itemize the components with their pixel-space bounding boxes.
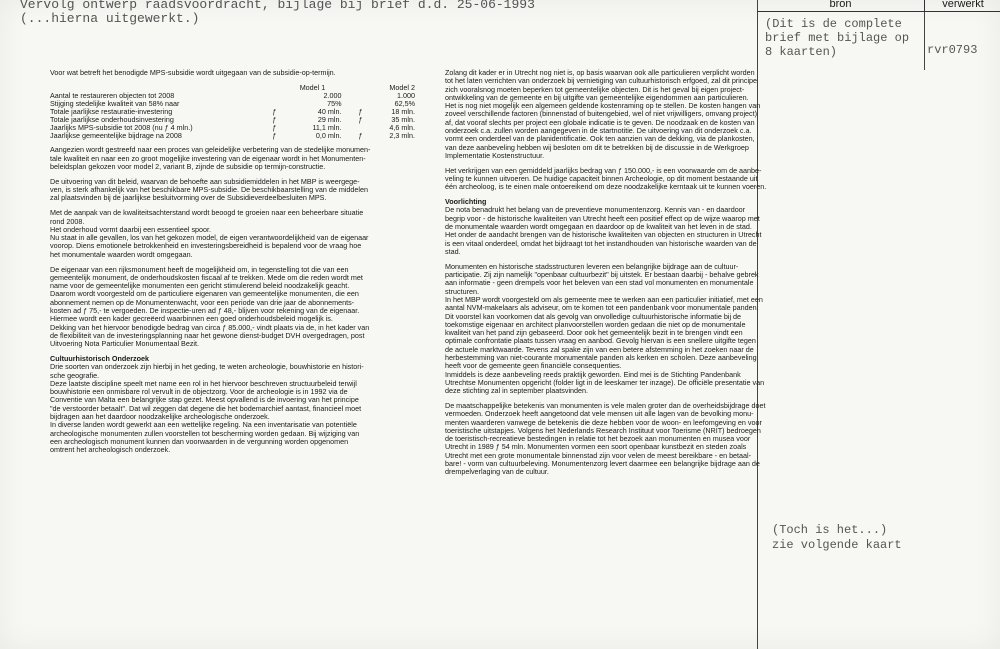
text-line: De eigenaar van een rijksmonument heeft de mogelijkheid om, in tegenstelling tot die van een	[50, 264, 349, 274]
text-line: één archeoloog, is te einen male ontoereikend om deze noodzakelijke kerntaak uit te kunnen voeren.	[445, 182, 767, 192]
text-line: Zolang dit kader er in Utrecht nog niet is, op basis waarvan ook alle particulieren verplicht worden	[445, 68, 755, 77]
text-line: is een vitaal onderdeel, omdat het bijdraagt tot het instandhouden van historische waarden van de	[445, 238, 757, 248]
text-line: bare! - vorm van cultuurbeleving. Monumentenzorg levert daarmee een belangrijke bijdrage aan de	[445, 459, 760, 469]
column-header-verwerkt: verwerkt	[924, 0, 1000, 11]
table-header-model-1: Model 1	[299, 82, 326, 92]
text-line: De nota benadrukt het belang van de preventieve monumentenzorg. Kennis van - en daardoor	[445, 205, 746, 215]
section-title-voorlichting: Voorlichting	[445, 197, 487, 207]
table-cell-c2: ƒ	[358, 115, 363, 125]
table-cell-v2: 1.000	[397, 90, 415, 100]
text-line: Het verkrijgen van een gemiddeld jaarlijks bedrag van ƒ 150.000,- is een voorwaarde om de aanbe-	[445, 165, 762, 175]
table-cell-v1: 40 mln.	[317, 107, 342, 117]
text-line: Monumenten en historische stadsstructuren leveren een belangrijke bijdrage aan de cultuur-	[445, 261, 739, 271]
text-line: deze stichting zal in september plaatsvinden.	[445, 386, 589, 396]
text-line: Utrechtse Monumenten opgericht (folder ligt in de leeskamer ter inzage). De officiële presentatie van	[445, 377, 765, 387]
text-line: de flexibiliteit van de investeringsplanning naar het gewone dienst-budget DVH overgedragen, post	[50, 330, 365, 340]
typed-header-line-1: Vervolg ontwerp raadsvoordracht, bijlage bij brief d.d. 25-06-1993	[20, 0, 535, 12]
table-cell-v1: 11,1 mln.	[312, 123, 342, 133]
text-line: Inmiddels is deze aanbeveling reeds praktijk geworden. Eind mei is de Stichting Pandenbank	[445, 369, 741, 379]
text-line: Conventie van Malta een belangrijke stap gezet. Meest opvallend is de invoering van het principe	[50, 395, 359, 405]
table-cell-v1: 29 mln.	[317, 115, 342, 125]
text-line: Met de aanpak van de kwaliteitsachterstand wordt beoogd te groeien naar een beheerbare situatie	[50, 208, 364, 218]
text-line: structuren.	[445, 286, 479, 296]
table-row	[50, 132, 415, 140]
text-line: beleidsplan gekozen voor model 2, variant B, zijnde de subsidie op termijn-constructie.	[50, 162, 326, 172]
text-line: Uitvoering Nota Particulier Monumentaal Bezit.	[50, 339, 200, 349]
text-line: ontwikkeling van de gemeente en bij uitgifte van gemeentelijke eigendommen aan particulieren.	[445, 92, 749, 102]
text-line: de toeristisch-recreatieve bestedingen in relatie tot het bezoek aan monumenten en musea voor	[445, 434, 751, 444]
text-line: af, dat vooraf slechts per project een globale indicatie is te geven. De noodzaak en de kosten van	[445, 117, 755, 127]
text-line: toekomstige eigenaar en architect planvoorstellen worden gedaan die niet op de monumentale	[445, 319, 746, 329]
paragraph	[445, 167, 810, 192]
text-line: tale kwaliteit en naar een zo groot mogelijke investering van de eigenaar wordt in het Monumenten-	[50, 153, 366, 163]
text-line: De uitvoering van dit beleid, waarvan de behoefte aan subsidiemiddelen in het MBP is weergege-	[50, 176, 360, 186]
bron-note-line: brief met bijlage op	[765, 31, 910, 45]
footer-note-line: zie volgende kaart	[772, 538, 902, 552]
section-title-cultuurhistorisch: Cultuurhistorisch Onderzoek	[50, 353, 150, 363]
text-line: Het is nog niet mogelijk een algemeen geldende kostenraming op te stellen. De kosten hangen van	[445, 101, 761, 111]
text-line: begrip voor - de historische kwaliteiten van Utrecht heeft een positief effect op de wijze waarop met	[445, 213, 760, 223]
table-body	[50, 92, 415, 141]
column-header-bron: bron	[829, 0, 852, 10]
paragraph	[445, 263, 810, 396]
paragraph	[50, 178, 415, 203]
text-line: optimale confrontatie plaats tussen vraag en aanbod. Gevolg hiervan is een snellere uitgifte tegen	[445, 336, 756, 346]
text-line: Daarom wordt voorgesteld om de particuliere eigenaren van gemeentelijke monumenten, die een	[50, 289, 359, 299]
text-line: bouwhistorie een onmisbare rol vervult in de objectzorg. Voor de archeologie is in 1992 via de	[50, 387, 348, 397]
table-cell-label: Jaarlijkse gemeentelijke bijdrage na 2008	[50, 131, 182, 141]
text-line: gemeentelijk monument, de onderhoudskosten fiscaal af te trekken. Mede om die reden wordt met	[50, 272, 363, 282]
text-line: name voor de gemeentelijke monumenten een gericht stimulerend beleid noodzakelijk geacht.	[50, 281, 350, 291]
table-cell-c1: ƒ	[272, 107, 277, 117]
text-line: de actuele marktwaarde. Tevens zal spake zijn van een betere afstemming in het zoeken naar de	[445, 344, 754, 354]
paragraph	[445, 402, 810, 477]
paragraph	[445, 69, 810, 160]
text-line: zoveel verschillende factoren (binnenstad of buitengebied, wel of niet vrijwilligers, omvang project)	[445, 109, 758, 119]
footer-note	[772, 523, 902, 553]
text-line: aantal NVM-makelaars als adviseur, om te komen tot een pandenbank voor monumentale panden.	[445, 303, 759, 313]
bron-note-line: 8 kaarten)	[765, 45, 838, 59]
table-cell-label: Totale jaarlijkse restauratie-investering	[50, 107, 173, 117]
text-line: vermoeden. Onderzoek heeft aangetoond dat vele mensen uit alle lagen van de bevolking monu-	[445, 409, 754, 419]
verwerkt-code: rvr0793	[927, 43, 978, 57]
intro-paragraph: Voor wat betreft het benodigde MPS-subsidie wordt uitgegaan van de subsidie-op-termijn.	[50, 68, 336, 77]
table-cell-label: Totale jaarlijkse onderhoudsinvestering	[50, 115, 174, 125]
text-line: kwaliteit van het pand zijn gebaseerd. Door ook het gemeentelijk bezit in te brengen vindt een	[445, 328, 743, 338]
cultuurhistorisch-section	[50, 363, 415, 454]
text-line: De maatschappelijke betekenis van monumenten is vele malen groter dan de overheidsbijdrage doet	[445, 400, 766, 410]
text-line: abonnement nemen op de Monumentenwacht, voor een periode van drie jaar de abonnements-	[50, 297, 355, 307]
table-cell-label: Jaarlijks MPS-subsidie tot 2008 (nu ƒ 4 mln.)	[50, 123, 193, 133]
text-line: ven, is sterk afhankelijk van het beschikbare MPS-subsidie. De beschikbaarstelling van de middelen	[50, 185, 369, 195]
text-line: voorop. Diens emotionele betrokkenheid en investeringsbereidheid is bepalend voor de vraag hoe	[50, 241, 362, 251]
voorlichting-section	[445, 206, 810, 476]
text-line: stad.	[445, 246, 461, 256]
side-panel-header	[757, 0, 1000, 12]
table-header	[265, 84, 283, 92]
table-cell-v1: 2.000	[323, 90, 342, 100]
table-cell-c1: ƒ	[272, 123, 277, 133]
text-line: Hiermee wordt een kader gecreëerd waarbinnen een goed onderhoudsbeleid mogelijk is.	[50, 314, 333, 324]
text-line: aan informatie - geen drempels voor het beleven van een stad vol monumenten en monumentale	[445, 278, 754, 288]
text-line: Aangezien wordt gestreefd naar een proces van geleidelijke verbetering van de stedelijke monumen-	[50, 145, 371, 155]
text-line: Utrecht in 1989 ƒ 54 mln. Monumenten vormen een soort openbaar kunstbezit en steden zoals	[445, 442, 747, 452]
text-line: toeristische uitstapjes. Volgens het Nederlands Research Instituut voor Toerisme (NRIT) bedroegen	[445, 425, 761, 435]
right-column	[445, 69, 810, 483]
text-line: zich vooralsnog moeten beperken tot gemeentelijke objecten. Dit is het geval bij eigen project-	[445, 84, 745, 94]
text-line: kosten ad ƒ 75,- te vergoeden. De inspectie-uren ad ƒ 48,- blijven voor rekening van de eigenaar.	[50, 306, 360, 315]
text-line: sche geografie.	[50, 370, 100, 380]
text-line: omtrent het archeologisch onderzoek.	[50, 445, 171, 455]
text-line: Het onder de aandacht brengen van de historische kwaliteiten van objecten en structuren in Utrecht	[445, 230, 762, 240]
left-paragraphs	[50, 146, 415, 348]
text-line: Nu staat in alle gevallen, los van het gekozen model, de eigen verantwoordelijkheid van de eigenaar	[50, 233, 369, 243]
table-cell-c2: ƒ	[358, 131, 363, 141]
table-header-model-2: Model 2	[389, 82, 415, 92]
text-line: Dekking van het hiervoor benodigde bedrag van circa ƒ 85.000,- vindt plaats via de, in het kader van	[50, 322, 370, 332]
table-cell-v1: 75%	[327, 98, 342, 108]
text-line: Drie soorten van onderzoek zijn hierbij in het geding, te weten archeologie, bouwhistorie en histori-	[50, 362, 364, 372]
text-line: veling te kunnen uitvoeren. De huidige capaciteit binnen Archeologie, op dit moment bestaande uit	[445, 174, 758, 184]
text-line: een archeologisch monument kunnen dan voorwaarden in de vergunning worden opgenomen	[50, 436, 349, 446]
text-line: drempelverlaging van de cultuur.	[445, 467, 549, 477]
text-line: "de verstoorder betaalt". Dat wil zeggen dat degene die het bodemarchief aantast, financieel moet	[50, 403, 362, 413]
table-cell-v2: 18 mln.	[391, 107, 415, 117]
footer-note-line: (Toch is het...)	[772, 523, 888, 537]
text-line: In het MBP wordt voorgesteld om als gemeente mee te werken aan een particulier initiatief, met een	[445, 294, 763, 304]
text-line: van deze aanbeveling hebben wij besloten om dit te betrekken bij de discussie in de Werkgroep	[445, 142, 749, 152]
table-cell-c1: ƒ	[272, 131, 277, 141]
left-column	[50, 69, 415, 461]
text-line: heeft voor de gemeente geen financiële consequenties.	[445, 361, 622, 371]
text-line: de monumentale waarden wordt omgegaan en daardoor op de kwaliteit van het leven in de stad.	[445, 222, 752, 232]
text-line: tot het laten verrichten van onderzoek bij vernietiging van cultuurhistorisch erfgoed, zal dit principe	[445, 76, 758, 86]
right-paragraphs	[445, 69, 810, 192]
text-line: Het onderhoud vormt daarbij een essentieel spoor.	[50, 224, 212, 234]
paragraph	[50, 363, 415, 454]
table-cell-c1: ƒ	[272, 115, 277, 125]
text-line: herbestemming van niet-courante monumentale panden als kerken en scholen. Deze aanbeveling	[445, 353, 757, 362]
text-line: zal plaatsvinden bij de jaarlijkse besluitvorming over de Subsidieverdeelbesluiten MPS.	[50, 193, 327, 203]
table-cell-v2: 35 mln.	[391, 115, 415, 125]
text-line: onderzoek c.a. zullen worden aangegeven in de startnotitie. De uitvoering van dit onderzoek c.a.	[445, 126, 752, 136]
text-line: menten waarderen vanwege de betekenis die deze hebben voor de woon- en leefomgeving en voor	[445, 417, 762, 427]
table-cell-v2: 4,6 mln.	[389, 123, 415, 133]
bron-note-line: (Dit is de complete	[765, 17, 902, 31]
table-header	[351, 84, 369, 92]
typed-header-line-2: (...hierna uitgewerkt.)	[20, 11, 200, 26]
text-line: participatie. Zij zijn namelijk "openbaar cultuurbezit" bij uitstek. Er bestaan daarbij - behalve gebrek	[445, 270, 759, 280]
table-cell-c2	[351, 92, 369, 100]
text-line: bijdragen aan het daardoor noodzakelijke archeologische onderzoek.	[50, 412, 270, 422]
text-line: archeologische monumenten zullen voorstellen tot bescherming worden gedaan. Bij wijziging van	[50, 428, 360, 438]
text-line: Utrecht met een grote monumentale binnenstad zijn voor velen de meest bereikbare - en betaal-	[445, 450, 752, 460]
table-cell-v1: 0,0 mln.	[315, 131, 342, 141]
text-line: Deze laatste discipline speelt met name een rol in het hiervoor beschreven structuurbeleid terwijl	[50, 378, 357, 388]
text-line: vormt een onderdeel van de planidentificatie. Ook ten aanzien van de dekking, via de plankosten,	[445, 134, 755, 144]
text-line: In diverse landen wordt gewerkt aan een wettelijke regeling. Na een inventarisatie van potentiële	[50, 420, 357, 430]
table-cell-label: Aantal te restaureren objecten tot 2008	[50, 90, 175, 100]
text-line: Dit voorstel kan voorkomen dat als gevolg van onvolledige cultuurhistorische informatie bij de	[445, 311, 742, 321]
text-line: Implementatie Kostenstructuur.	[445, 150, 545, 160]
table-cell-label: Stijging stedelijke kwaliteit van 58% naar	[50, 98, 180, 108]
table-cell-v2: 62,5%	[394, 98, 415, 108]
table-cell-c2: ƒ	[358, 107, 363, 117]
paragraph	[50, 146, 415, 171]
table-cell-c1	[265, 92, 283, 100]
typed-header	[20, 0, 535, 26]
bron-note	[765, 17, 909, 59]
paragraph	[445, 206, 810, 256]
paragraph	[50, 209, 415, 259]
paragraph	[50, 266, 415, 349]
mps-model-table	[50, 84, 415, 141]
text-line: rond 2008.	[50, 216, 85, 226]
text-line: het monumentale waarden wordt omgegaan.	[50, 249, 193, 259]
table-cell-v2: 2,3 mln.	[389, 131, 415, 141]
